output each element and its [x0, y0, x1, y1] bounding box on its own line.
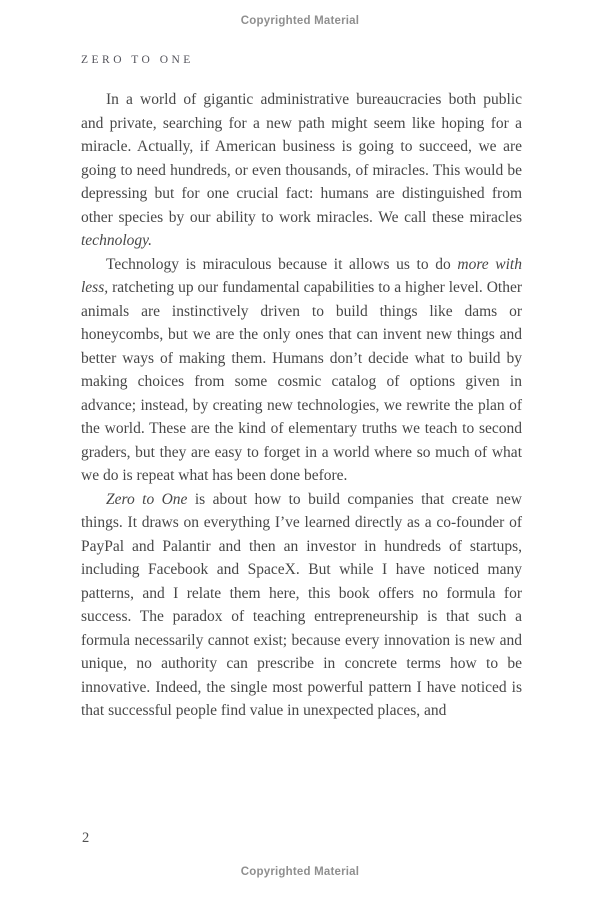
italic-text-run: more with less, — [81, 255, 522, 296]
page-number: 2 — [82, 830, 90, 846]
paragraph-2 — [81, 253, 522, 488]
text-run: ratcheting up our fundamental capabilities to a higher level. Other animals are instinctively driven to build things like dams or honeycombs, but we are the only ones that can invent new things and better ways of making them. Humans don’t decide what to build by making choices from some cosmic catalog of options given in advance; instead, by creating new technologies, we rewrite the plan of the world. These are the kind of elementary truths we teach to second graders, but they are easy to forget in a world where so much of what we do is repeat what has been done before. — [81, 279, 522, 484]
paragraph-1 — [81, 88, 522, 253]
text-run: Technology is miraculous because it allows us to do — [106, 255, 458, 273]
copyright-notice-top: Copyrighted Material — [240, 15, 360, 27]
italic-text-run: Zero to One — [106, 490, 188, 508]
italic-text-run: technology. — [81, 232, 153, 249]
text-run: In a world of gigantic administrative bureaucracies both public and private, searching for a new path might seem like hoping for a miracle. Actually, if American business is going to succeed, we are going to need hundreds, or even thousands, of miracles. This would be depressing but for one crucial fact: humans are distinguished from other species by our ability to work miracles. We call these miracles — [81, 91, 522, 226]
running-header: ZERO TO ONE — [81, 54, 194, 66]
text-run: is about how to build companies that create new things. It draws on everything I’ve learned directly as a co-founder of PayPal and Palantir and then an investor in hundreds of startups, including Facebook and SpaceX. But while I have noticed many patterns, and I relate them here, this book offers no formula for success. The paradox of teaching entrepreneurship is that such a formula necessarily cannot exist; because every innovation is new and unique, no authority can prescribe in concrete terms how to be innovative. Indeed, the single most powerful pattern I have noticed is that successful people find value in unexpected places, and — [81, 490, 522, 719]
copyright-notice-bottom: Copyrighted Material — [240, 866, 360, 878]
body-text — [81, 88, 522, 723]
paragraph-3 — [81, 488, 522, 723]
